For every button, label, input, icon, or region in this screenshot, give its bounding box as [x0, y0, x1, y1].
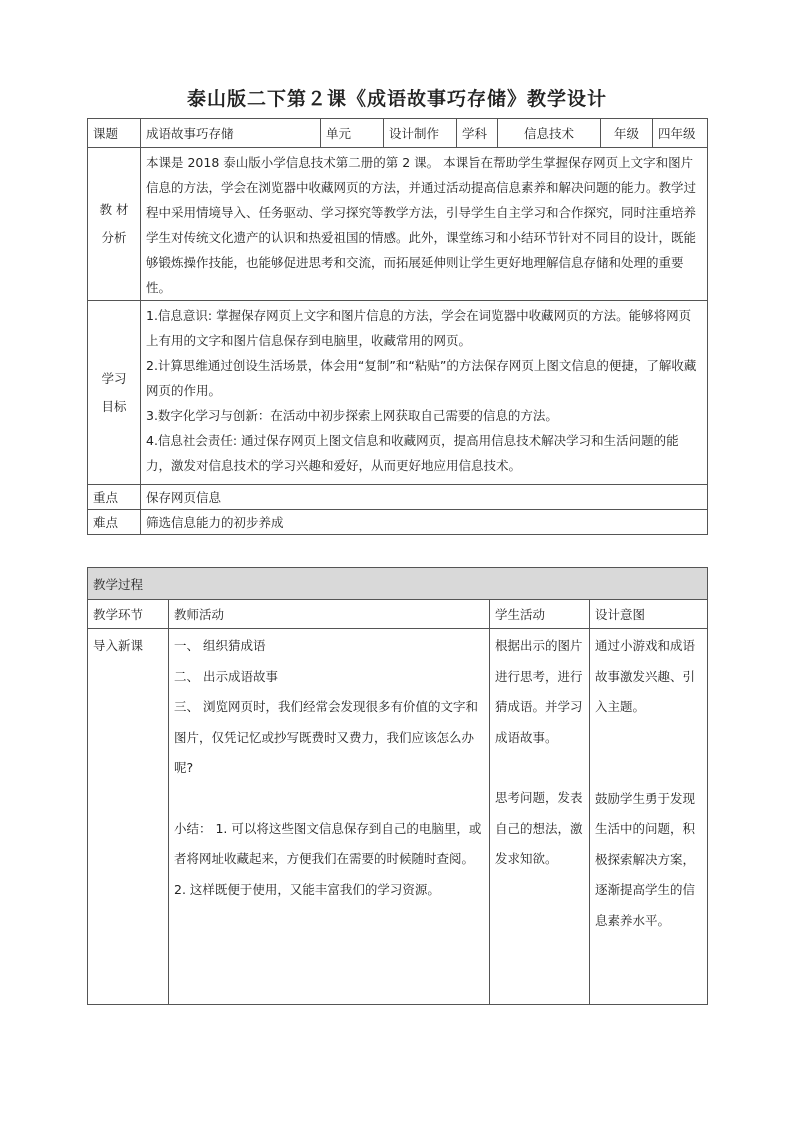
header-stage: 教学环节 [88, 600, 169, 629]
objectives-row [88, 301, 708, 485]
info-header-row [88, 119, 708, 148]
process-band-row [88, 568, 708, 600]
header-intent: 设计意图 [590, 600, 708, 629]
difficulty-value: 筛选信息能力的初步养成 [141, 510, 708, 535]
header-teacher: 教师活动 [169, 600, 490, 629]
intent-text: 鼓励学生勇于发现生活中的问题，积极探索解决方案，逐渐提高学生的信息素养水平。 [595, 790, 696, 928]
process-table [87, 567, 708, 1005]
subject-value: 信息技术 [498, 119, 601, 148]
objective-item: 3.数字化学习与创新：在活动中初步探索上网获取自己需要的信息的方法。 [146, 408, 558, 423]
objectives-label: 学习 目标 [88, 301, 141, 485]
subject-label: 学科 [457, 119, 498, 148]
teacher-line: 二、 出示成语故事 [174, 668, 278, 684]
difficulty-row [88, 510, 708, 535]
course-label: 课题 [88, 119, 141, 148]
spacer [595, 723, 702, 784]
objective-item: 4.信息社会责任: 通过保存网页上图文信息和收藏网页，提高用信息技术解决学习和生活问题的能力，激发对信息技术的学习兴趣和爱好，从而更好地应用信息技术。 [146, 433, 679, 473]
objective-item: 1.信息意识: 掌握保存网页上文字和图片信息的方法，学会在词览器中收藏网页的方法。能够将网页上有用的文字和图片信息保存到电脑里，收藏常用的网页。 [146, 308, 692, 348]
student-text: 根据出示的图片进行思考，进行猜成语。并学习成语故事。 [495, 638, 583, 745]
key-label: 重点 [88, 485, 141, 510]
analysis-text: 本课是 2018 泰山版小学信息技术第二册的第 2 课。 本课旨在帮助学生掌握保存网页上文字和图片信息的方法，学会在浏览器中收藏网页的方法，并通过活动提高信息素养和解决问题的能力。教学过程中采用情境导入、任务驱动、学习探究等教学方法，引导学生自主学习和合作探究，同时注重培养学生对传统文化遗产的认识和热爱祖国的情感。此外，课堂练习和小结环节针对不同目的设计，既能够锻炼操作技能，也能够促进思考和交流，而拓展延伸则让学生更好地理解信息存储和处理的重要性。 [141, 148, 708, 301]
teacher-summary: 小结： 1. 可以将这些图文信息保存到自己的电脑里，或者将网址收藏起来，方便我们在需要的时候随时查阅。 [174, 820, 482, 866]
intent-cell [590, 629, 708, 1005]
grade-label: 年级 [601, 119, 653, 148]
unit-value: 设计制作 [384, 119, 457, 148]
teacher-line: 2. 这样既便于使用，又能丰富我们的学习资源。 [174, 881, 440, 897]
teacher-line: 一、 组织猜成语 [174, 638, 266, 653]
info-table [87, 118, 708, 535]
difficulty-label: 难点 [88, 510, 141, 535]
key-value: 保存网页信息 [141, 485, 708, 510]
analysis-label: 教 材 分析 [88, 148, 141, 301]
objectives-list [141, 301, 708, 485]
header-student: 学生活动 [490, 600, 590, 629]
intent-text: 通过小游戏和成语故事激发兴趣、引入主题。 [595, 638, 696, 714]
course-value: 成语故事巧存储 [141, 119, 321, 148]
spacer [495, 753, 584, 783]
process-row [88, 629, 708, 1005]
process-band: 教学过程 [88, 568, 708, 600]
student-activity-cell [490, 629, 590, 1005]
page-title: 泰山版二下第２课《成语故事巧存储》教学设计 [186, 88, 607, 110]
teacher-activity-cell [169, 629, 490, 1005]
unit-label: 单元 [321, 119, 384, 148]
stage-cell: 导入新课 [88, 629, 169, 1005]
key-row [88, 485, 708, 510]
analysis-row [88, 148, 708, 301]
spacer [174, 784, 484, 814]
process-header-row [88, 600, 708, 629]
grade-value: 四年级 [653, 119, 708, 148]
objective-item: 2.计算思维通过创设生活场景，体会用“复制”和“粘贴”的方法保存网页上图文信息的便捷，了解收藏网页的作用。 [146, 358, 697, 398]
teacher-line: 三、 浏览网页时，我们经常会发现很多有价值的文字和图片，仅凭记忆或抄写既费时又费力，我们应该怎么办呢? [174, 699, 478, 775]
student-text: 思考问题，发表自己的想法，激发求知欲。 [495, 790, 583, 866]
